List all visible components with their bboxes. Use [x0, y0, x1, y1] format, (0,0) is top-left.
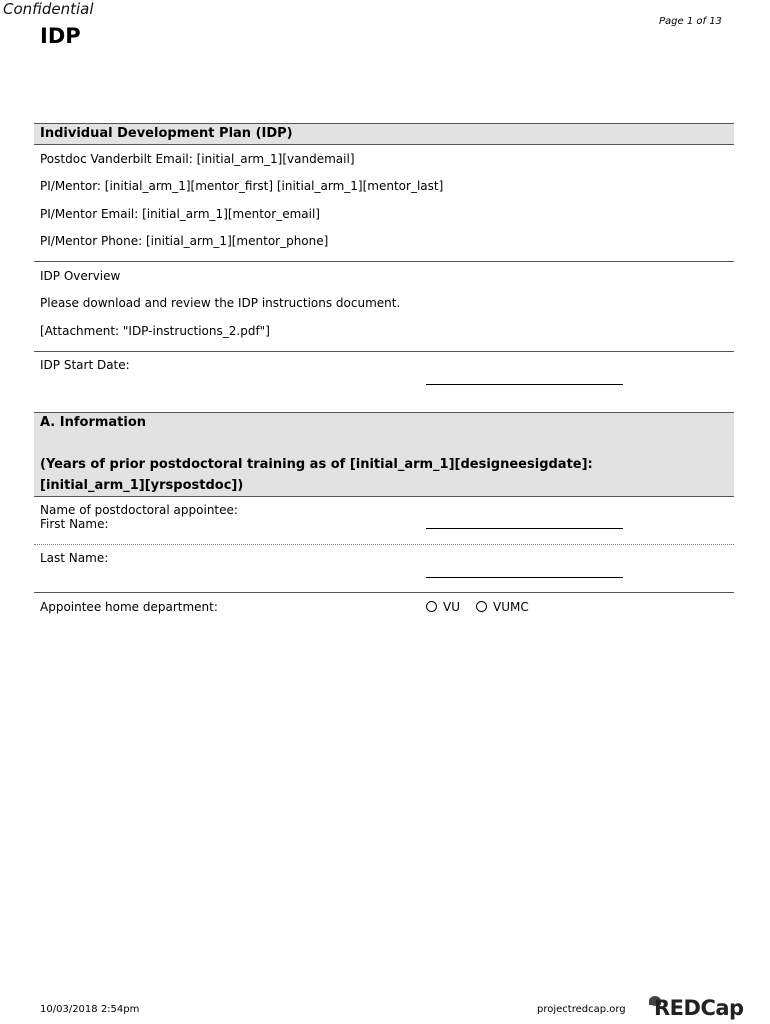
first-name-input-line[interactable] [426, 528, 623, 529]
document-title: IDP [40, 24, 81, 48]
divider [34, 592, 734, 593]
divider [34, 351, 734, 352]
footer-site-link[interactable]: projectredcap.org [537, 1004, 626, 1015]
mentor-name-field: PI/Mentor: [initial_arm_1][mentor_first] [initial_arm_1][mentor_last] [40, 179, 444, 193]
overview-title: IDP Overview [40, 269, 121, 283]
dotted-divider [34, 544, 734, 545]
last-name-label: Last Name: [40, 551, 109, 565]
vandemail-field: Postdoc Vanderbilt Email: [initial_arm_1][vandemail] [40, 152, 355, 166]
first-name-label: First Name: [40, 517, 109, 531]
section-a-heading: A. Information [40, 415, 147, 430]
idp-section-heading: Individual Development Plan (IDP) [40, 126, 293, 141]
redcap-logo-text: REDCap [654, 996, 744, 1020]
footer-datetime: 10/03/2018 2:54pm [40, 1004, 140, 1015]
vu-radio-label: VU [443, 600, 460, 614]
vumc-radio-label: VUMC [493, 600, 529, 614]
last-name-input-line[interactable] [426, 577, 623, 578]
section-a-bottom-rule [34, 496, 734, 497]
section-a-subheading-line2: [initial_arm_1][yrspostdoc]) [40, 478, 244, 493]
section-a-subheading-line1: (Years of prior postdoctoral training as of [initial_arm_1][designeesigdate]: [40, 457, 593, 472]
start-date-input-line[interactable] [426, 384, 623, 385]
confidential-label: Confidential [3, 0, 94, 18]
overview-instructions: Please download and review the IDP instructions document. [40, 296, 401, 310]
mentor-email-field: PI/Mentor Email: [initial_arm_1][mentor_email] [40, 207, 320, 221]
idp-header-bottom-rule [34, 144, 734, 145]
redcap-logo [646, 994, 744, 1022]
department-label: Appointee home department: [40, 600, 218, 614]
page-number: Page 1 of 13 [659, 16, 722, 27]
vumc-radio[interactable] [476, 601, 487, 612]
vu-radio[interactable] [426, 601, 437, 612]
divider [34, 261, 734, 262]
attachment-link[interactable]: [Attachment: "IDP-instructions_2.pdf"] [40, 324, 270, 338]
name-intro-label: Name of postdoctoral appointee: [40, 503, 238, 517]
mentor-phone-field: PI/Mentor Phone: [initial_arm_1][mentor_phone] [40, 234, 329, 248]
start-date-label: IDP Start Date: [40, 358, 130, 372]
